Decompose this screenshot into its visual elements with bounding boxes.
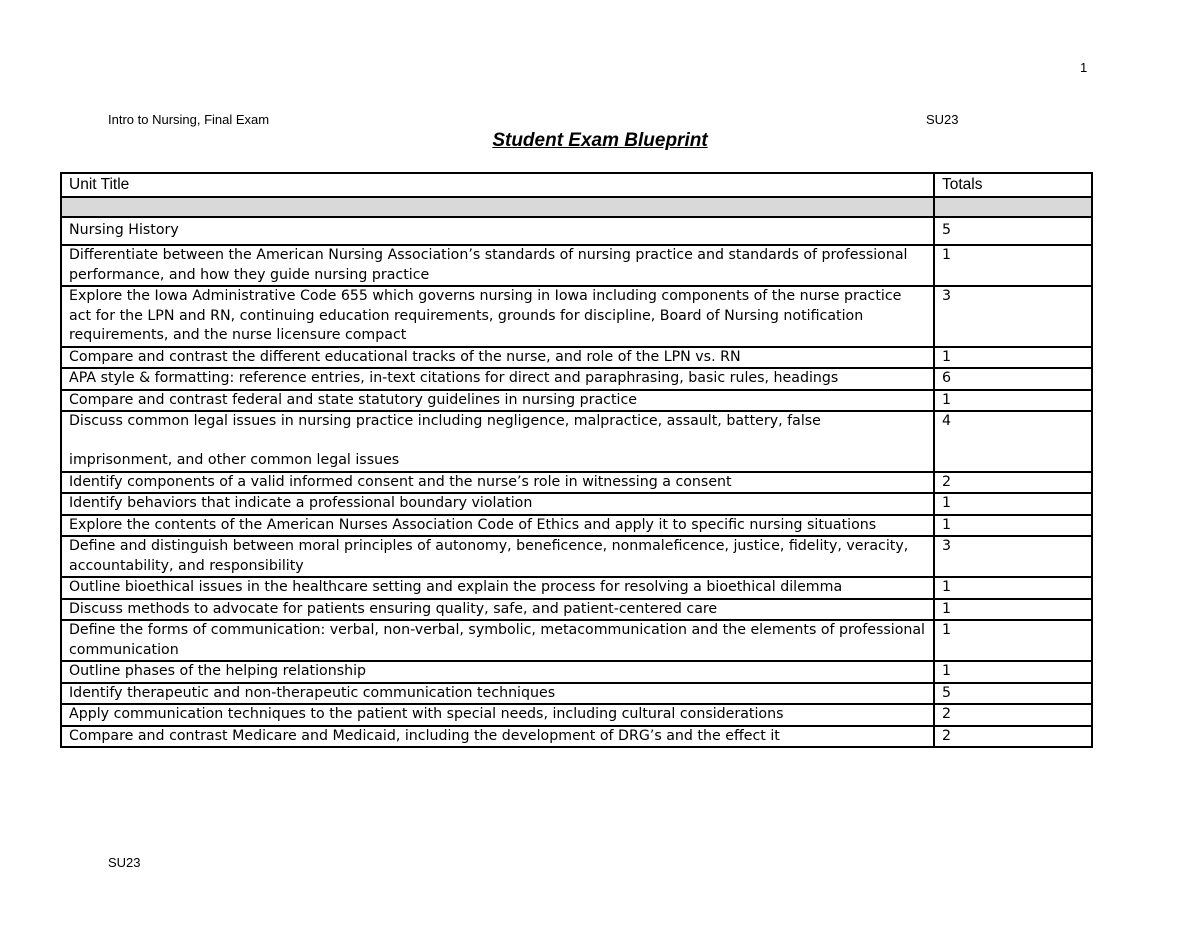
unit-title-header: Unit Title xyxy=(61,173,934,197)
shaded-cell xyxy=(61,197,934,217)
table-row xyxy=(61,661,1092,683)
table-row xyxy=(61,390,1092,412)
table-row xyxy=(61,599,1092,621)
table-header-row xyxy=(61,173,1092,197)
table-row xyxy=(61,286,1092,347)
unit-title-cell: Outline phases of the helping relationship xyxy=(61,661,934,683)
document-title: Student Exam Blueprint xyxy=(492,130,708,151)
total-cell: 3 xyxy=(934,286,1092,347)
unit-title-cell: Compare and contrast Medicare and Medicaid, including the development of DRG’s and the effect it xyxy=(61,726,934,748)
unit-title-cell: APA style & formatting: reference entries, in-text citations for direct and paraphrasing, basic rules, headings xyxy=(61,368,934,390)
table-row xyxy=(61,472,1092,494)
table-row xyxy=(61,515,1092,537)
unit-title-cell: Compare and contrast federal and state statutory guidelines in nursing practice xyxy=(61,390,934,412)
total-cell: 1 xyxy=(934,620,1092,661)
table-row xyxy=(61,726,1092,748)
totals-header: Totals xyxy=(934,173,1092,197)
unit-title-cell: Apply communication techniques to the patient with special needs, including cultural considerations xyxy=(61,704,934,726)
total-cell: 1 xyxy=(934,515,1092,537)
total-cell: 1 xyxy=(934,245,1092,286)
total-cell: 1 xyxy=(934,599,1092,621)
unit-title-cell: Identify therapeutic and non-therapeutic communication techniques xyxy=(61,683,934,705)
unit-title-cell: Differentiate between the American Nursing Association’s standards of nursing practice and standards of professional performance, and how they guide nursing practice xyxy=(61,245,934,286)
unit-title-cell: Identify behaviors that indicate a professional boundary violation xyxy=(61,493,934,515)
unit-title-cell: Discuss methods to advocate for patients ensuring quality, safe, and patient-centered care xyxy=(61,599,934,621)
total-cell: 2 xyxy=(934,704,1092,726)
total-cell: 5 xyxy=(934,217,1092,245)
table-row xyxy=(61,347,1092,369)
unit-title-cell: Compare and contrast the different educational tracks of the nurse, and role of the LPN vs. RN xyxy=(61,347,934,369)
page-number: 1 xyxy=(1080,60,1088,75)
table-row xyxy=(61,411,1092,472)
table-row xyxy=(61,368,1092,390)
table-row xyxy=(61,493,1092,515)
unit-title-cell: Define and distinguish between moral principles of autonomy, beneficence, nonmaleficence, justice, fidelity, veracity, accountability, and responsibility xyxy=(61,536,934,577)
unit-title-cell: Nursing History xyxy=(61,217,934,245)
total-cell: 1 xyxy=(934,661,1092,683)
table-row xyxy=(61,683,1092,705)
table-row xyxy=(61,536,1092,577)
total-cell: 4 xyxy=(934,411,1092,472)
table-row xyxy=(61,704,1092,726)
total-cell: 3 xyxy=(934,536,1092,577)
table-row xyxy=(61,217,1092,245)
table-row xyxy=(61,620,1092,661)
unit-title-cell: Explore the Iowa Administrative Code 655 which governs nursing in Iowa including components of the nurse practice act for the LPN and RN, continuing education requirements, grounds for discipline, Board of Nursing notification requirements, and the nurse licensure compact xyxy=(61,286,934,347)
total-cell: 6 xyxy=(934,368,1092,390)
table-row xyxy=(61,577,1092,599)
header-term: SU23 xyxy=(926,112,959,127)
footer-term: SU23 xyxy=(108,855,141,870)
shaded-cell xyxy=(934,197,1092,217)
unit-title-cell: Explore the contents of the American Nurses Association Code of Ethics and apply it to specific nursing situations xyxy=(61,515,934,537)
total-cell: 2 xyxy=(934,472,1092,494)
unit-title-cell: Identify components of a valid informed consent and the nurse’s role in witnessing a consent xyxy=(61,472,934,494)
total-cell: 5 xyxy=(934,683,1092,705)
total-cell: 1 xyxy=(934,390,1092,412)
unit-title-cell: Discuss common legal issues in nursing practice including negligence, malpractice, assault, battery, false imprisonment, and other common legal issues xyxy=(61,411,934,472)
total-cell: 1 xyxy=(934,577,1092,599)
unit-title-cell: Outline bioethical issues in the healthcare setting and explain the process for resolving a bioethical dilemma xyxy=(61,577,934,599)
unit-title-cell: Define the forms of communication: verbal, non-verbal, symbolic, metacommunication and the elements of professional communication xyxy=(61,620,934,661)
total-cell: 1 xyxy=(934,347,1092,369)
header-course-title: Intro to Nursing, Final Exam xyxy=(108,112,270,127)
table-row xyxy=(61,245,1092,286)
exam-blueprint-table xyxy=(60,172,1093,748)
total-cell: 2 xyxy=(934,726,1092,748)
shaded-separator-row xyxy=(61,197,1092,217)
total-cell: 1 xyxy=(934,493,1092,515)
